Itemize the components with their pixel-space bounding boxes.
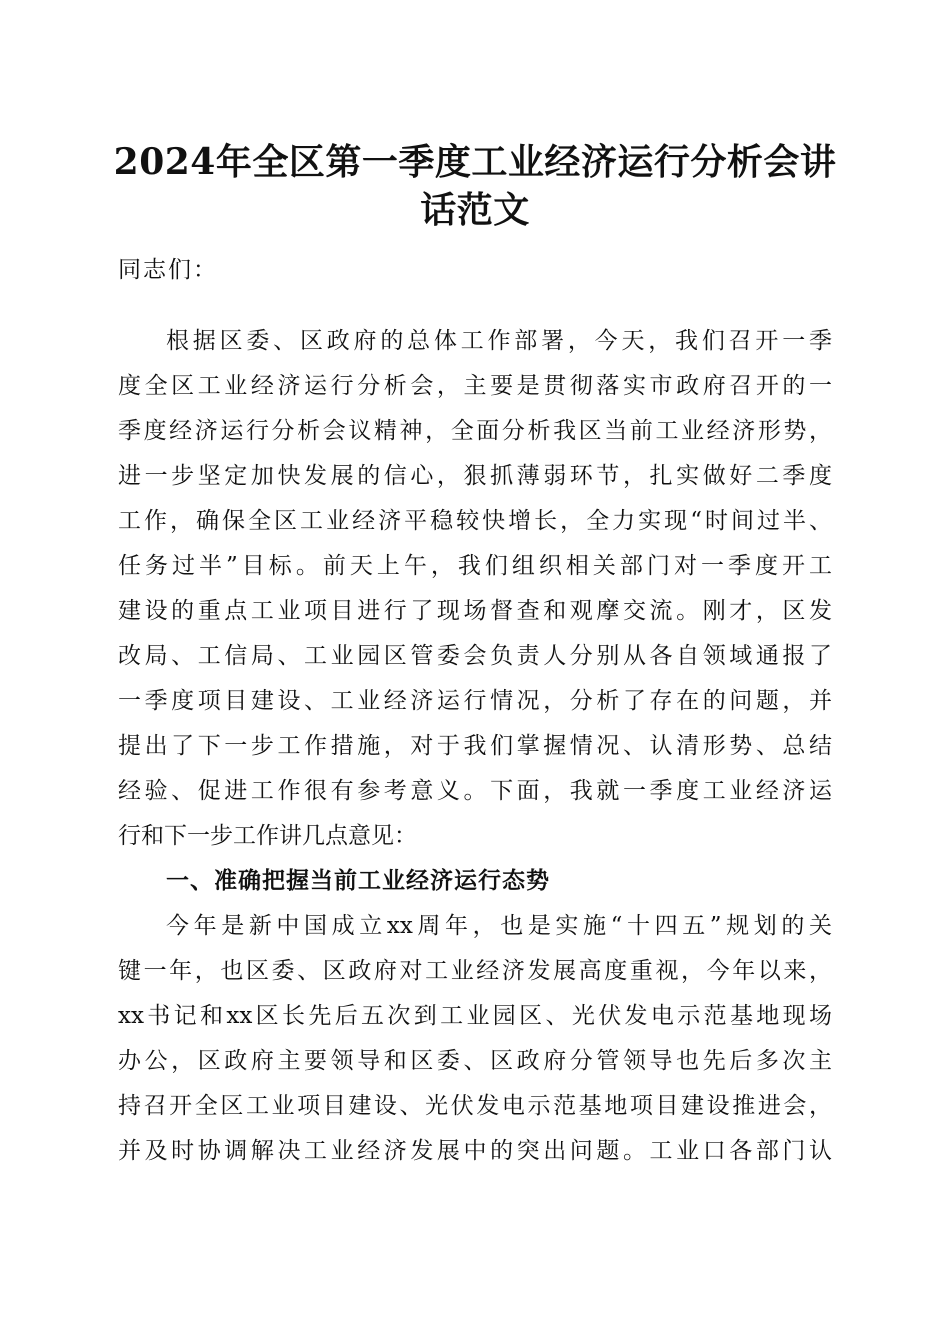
paragraph-1-line: 度全区工业经济运行分析会，主要是贯彻落实市政府召开的一	[118, 373, 832, 399]
paragraph-1-line: 行和下一步工作讲几点意见：	[118, 823, 417, 849]
paragraph-1-line: 提出了下一步工作措施，对于我们掌握情况、认清形势、总结	[118, 733, 832, 759]
paragraph-2-line: xx书记和xx区长先后五次到工业园区、光伏发电示范基地现场	[118, 1003, 832, 1029]
paragraph-1-line: 工作，确保全区工业经济平稳较快增长，全力实现“时间过半、	[118, 508, 832, 534]
paragraph-1-line: 经验、促进工作很有参考意义。下面，我就一季度工业经济运	[118, 778, 832, 804]
salutation: 同志们：	[118, 257, 218, 283]
paragraph-2-line: 今年是新中国成立xx周年，也是实施“十四五”规划的关	[166, 913, 832, 939]
paragraph-1-line: 季度经济运行分析会议精神，全面分析我区当前工业经济形势，	[118, 418, 832, 444]
document-title-line-2: 话范文	[420, 189, 530, 231]
paragraph-1-line: 根据区委、区政府的总体工作部署，今天，我们召开一季	[166, 328, 832, 354]
paragraph-2-line: 办公，区政府主要领导和区委、区政府分管领导也先后多次主	[118, 1048, 832, 1074]
section-heading: 一、准确把握当前工业经济运行态势	[166, 868, 550, 894]
paragraph-1-line: 进一步坚定加快发展的信心，狠抓薄弱环节，扎实做好二季度	[118, 463, 832, 489]
document-title-line-1: 2024年全区第一季度工业经济运行分析会讲	[113, 141, 837, 183]
paragraph-1-line: 任务过半”目标。前天上午，我们组织相关部门对一季度开工	[118, 553, 832, 579]
paragraph-1-line: 改局、工信局、工业园区管委会负责人分别从各自领域通报了	[118, 643, 832, 669]
paragraph-2-line: 键一年，也区委、区政府对工业经济发展高度重视，今年以来，	[118, 958, 832, 984]
paragraph-2-line: 并及时协调解决工业经济发展中的突出问题。工业口各部门认	[118, 1138, 832, 1164]
paragraph-1-line: 一季度项目建设、工业经济运行情况，分析了存在的问题，并	[118, 688, 832, 714]
paragraph-1-line: 建设的重点工业项目进行了现场督查和观摩交流。刚才，区发	[118, 598, 832, 624]
paragraph-2-line: 持召开全区工业项目建设、光伏发电示范基地项目建设推进会，	[118, 1093, 832, 1119]
